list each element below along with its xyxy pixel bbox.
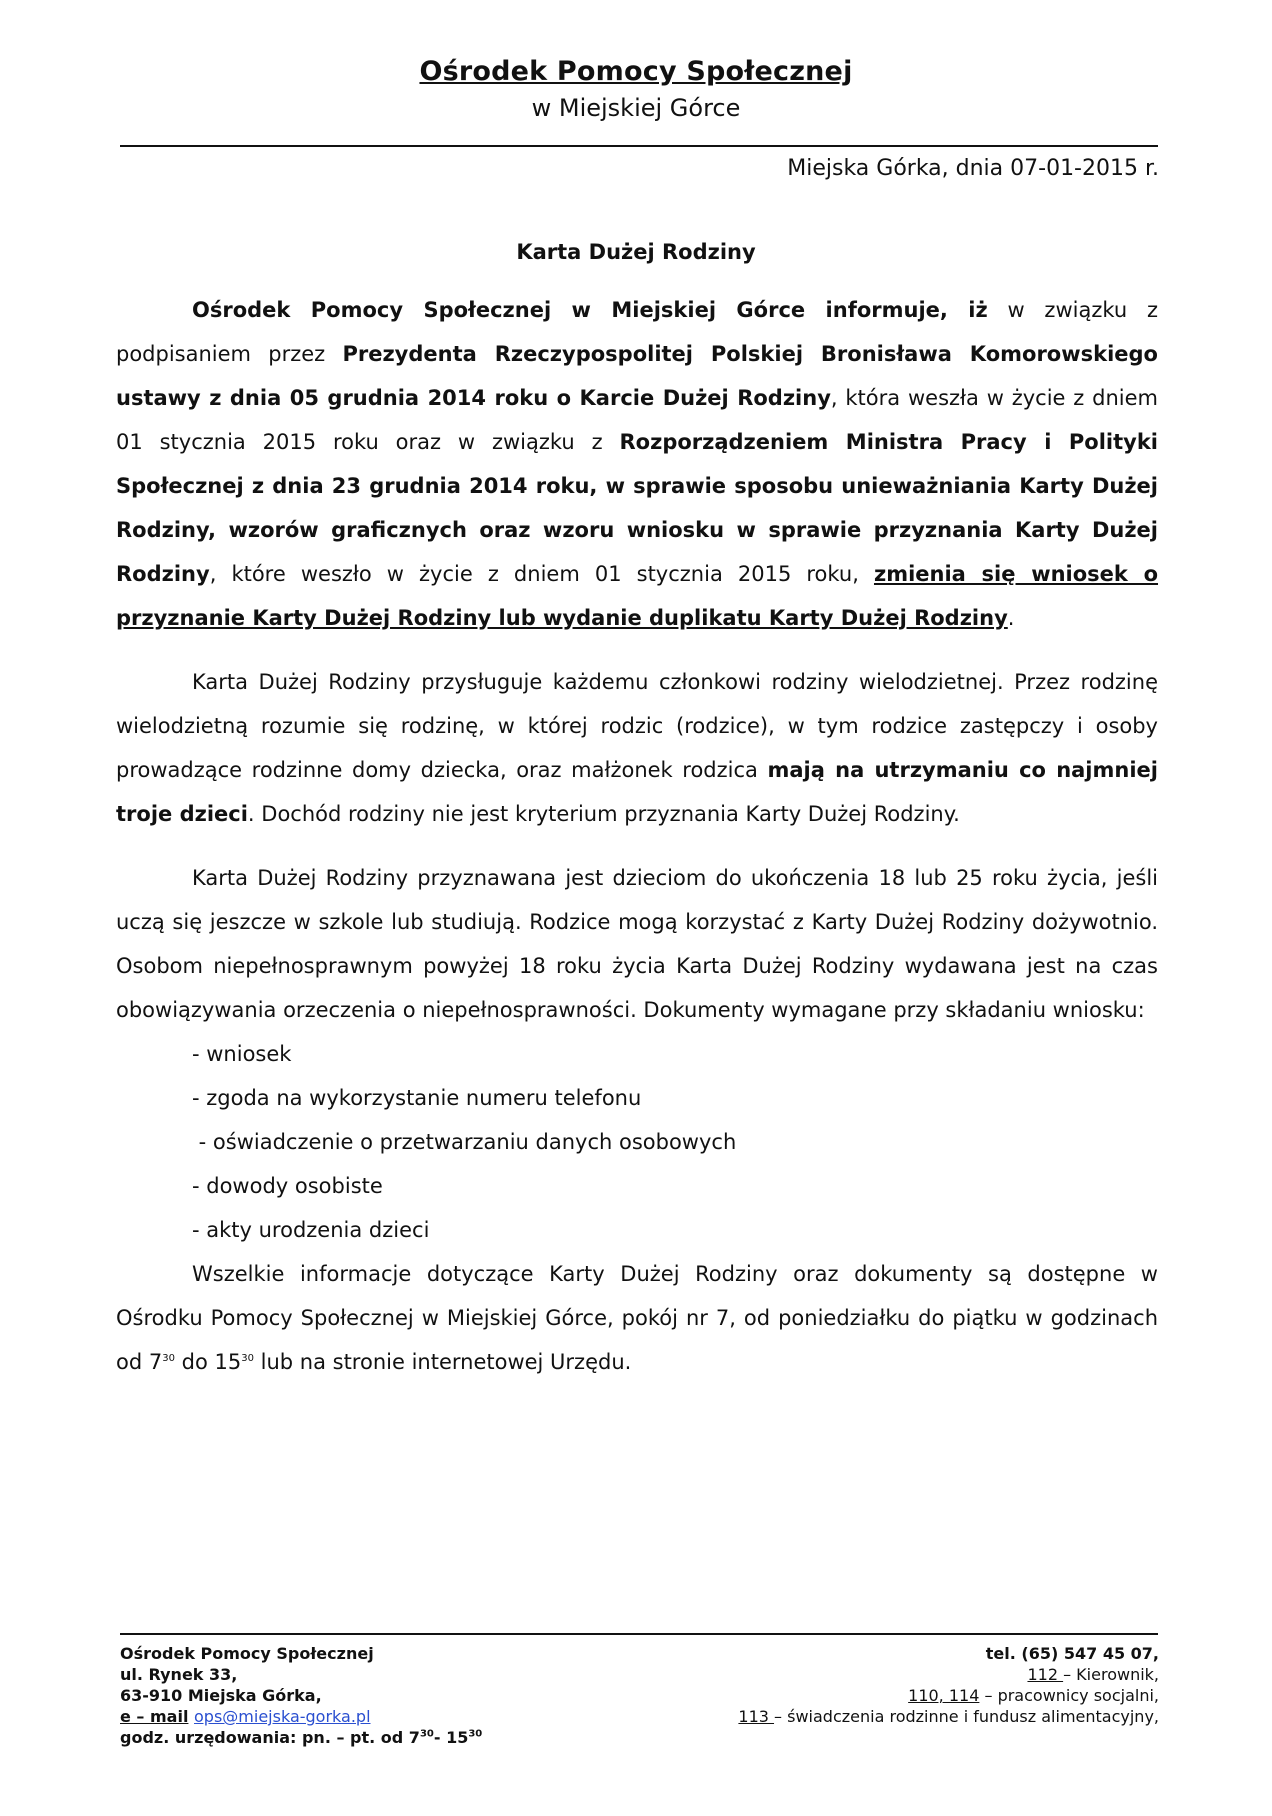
- email-link[interactable]: ops@miejska-gorka.pl: [194, 1707, 371, 1726]
- document-title: Karta Dużej Rodziny: [516, 240, 756, 264]
- footer-address: [120, 1643, 482, 1748]
- org-location: w Miejskiej Górce: [531, 94, 741, 122]
- p1-key-change: zmienia się wniosek o przyznanie Karty Dużej Rodziny lub wydanie duplikatu Karty Dużej Rodziny: [116, 562, 1159, 630]
- hours-text: godz. urzędowania: pn. – pt. od 7: [120, 1728, 420, 1747]
- paragraph-3: [116, 856, 1158, 1384]
- footer-ext-row: [738, 1706, 1159, 1727]
- p4-text-b: do 15: [174, 1350, 242, 1374]
- list-item: - zgoda na wykorzystanie numeru telefonu: [192, 1086, 642, 1110]
- ext-number: 110, 114: [908, 1686, 980, 1705]
- list-item: - oświadczenie o przetwarzaniu danych osobowych: [192, 1130, 737, 1154]
- footer-email-row: [120, 1706, 482, 1727]
- p4-text-c: lub na stronie internetowej Urzędu.: [253, 1350, 632, 1374]
- p2-text-a: Karta Dużej Rodziny przysługuje każdemu członkowi rodziny wielodzietnej. Przez rodzinę wielodzietną rozumie się rodzinę, w której rodzic (rodzice), w tym rodzice zastępczy i osoby prowadzące rodzinne domy dziecka, oraz małżonek rodzica: [116, 670, 1158, 782]
- email-label: e – mail: [120, 1707, 189, 1726]
- footer-org-name: Ośrodek Pomocy Społecznej: [120, 1644, 374, 1663]
- date-line: Miejska Górka, dnia 07-01-2015 r.: [787, 156, 1159, 181]
- p1-end: .: [1007, 606, 1015, 630]
- list-item: - akty urodzenia dzieci: [192, 1218, 430, 1242]
- ext-desc: – Kierownik,: [1063, 1665, 1159, 1684]
- p1-law-reference: Prezydenta Rzeczypospolitej Polskiej Bronisława Komorowskiego ustawy z dnia 05 grudnia 2014 roku o Karcie Dużej Rodziny: [116, 342, 1158, 410]
- footer-phone: tel. (65) 547 45 07,: [985, 1644, 1159, 1663]
- p2-condition: mają na utrzymaniu co najmniej troje dzieci: [116, 758, 1158, 826]
- footer-office-hours: [120, 1727, 482, 1748]
- ext-desc: – świadczenia rodzinne i fundusz alimentacyjny,: [774, 1707, 1159, 1726]
- p1-text-b: , która weszła w życie z dniem 01 stycznia 2015 roku oraz w związku z: [116, 386, 1158, 454]
- org-name-heading: Ośrodek Pomocy Społecznej: [419, 56, 853, 87]
- p1-text-a: w związku z podpisaniem przez: [116, 298, 1158, 366]
- p1-regulation-reference: Rozporządzeniem Ministra Pracy i Polityki Społecznej z dnia 23 grudnia 2014 roku, w sprawie sposobu unieważniania Karty Dużej Rodziny, wzorów graficznych oraz wzoru wniosku w sprawie przyznania Karty Dużej Rodziny: [116, 430, 1159, 586]
- p4-sup-2: 30: [241, 1353, 254, 1364]
- ext-number: 113: [738, 1707, 775, 1726]
- p3-text: Karta Dużej Rodziny przyznawana jest dzieciom do ukończenia 18 lub 25 roku życia, jeśli uczą się jeszcze w szkole lub studiują. Rodzice mogą korzystać z Karty Dużej Rodziny dożywotnio. Osobom niepełnosprawnym powyżej 18 roku życia Karta Dużej Rodziny wydawana jest na czas obowiązywania orzeczenia o niepełnosprawności. Dokumenty wymagane przy składaniu wniosku:: [116, 866, 1158, 1022]
- ext-desc: – pracownicy socjalni,: [979, 1686, 1159, 1705]
- p2-text-b: . Dochód rodziny nie jest kryterium przyznania Karty Dużej Rodziny.: [247, 802, 960, 826]
- footer-contacts: [738, 1643, 1159, 1727]
- footer-street: ul. Rynek 33,: [120, 1665, 238, 1684]
- p4-sup-1: 30: [162, 1353, 175, 1364]
- paragraph-1: [116, 288, 1158, 640]
- footer-ext-row: [738, 1664, 1159, 1685]
- list-item: - dowody osobiste: [192, 1174, 383, 1198]
- hours-mid: - 15: [433, 1728, 469, 1747]
- paragraph-2: [116, 660, 1158, 836]
- footer-city: 63-910 Miejska Górka,: [120, 1686, 322, 1705]
- p1-text-c: , które weszło w życie z dniem 01 stycznia 2015 roku,: [209, 562, 874, 586]
- ext-number: 112: [1027, 1665, 1064, 1684]
- footer-ext-row: [738, 1685, 1159, 1706]
- header-divider: [120, 145, 1158, 147]
- hours-sup-2: 30: [468, 1728, 483, 1740]
- paragraph-4: [116, 1252, 1158, 1384]
- hours-sup-1: 30: [419, 1728, 434, 1740]
- p4-text-a: Wszelkie informacje dotyczące Karty Dużej Rodziny oraz dokumenty są dostępne w Ośrodku Pomocy Społecznej w Miejskiej Górce, pokój nr 7, od poniedziałku do piątku w godzinach od 7: [116, 1262, 1158, 1374]
- p1-org-announces: Ośrodek Pomocy Społecznej w Miejskiej Górce informuje, iż: [192, 298, 988, 322]
- footer-divider: [120, 1633, 1158, 1635]
- list-item: - wniosek: [192, 1042, 292, 1066]
